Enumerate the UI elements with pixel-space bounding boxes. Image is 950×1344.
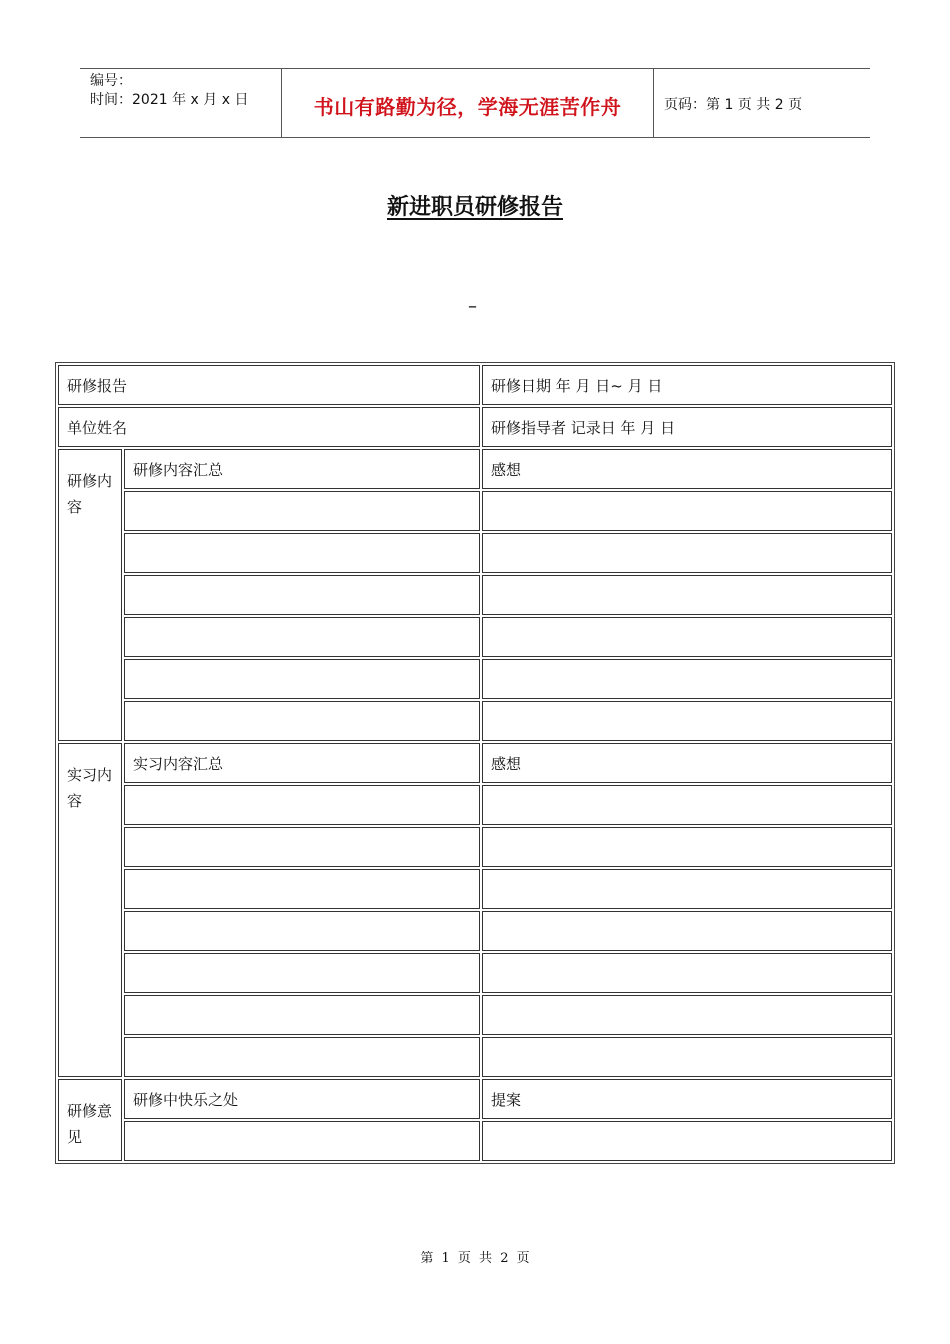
training-thoughts-field[interactable] xyxy=(482,617,892,657)
training-summary-field[interactable] xyxy=(124,701,480,741)
supervisor-cell[interactable]: 研修指导者 记录日 年 月 日 xyxy=(482,407,892,447)
page-footer: 第 1 页 共 2 页 xyxy=(420,1251,530,1266)
form-row-unit-name xyxy=(58,407,892,447)
internship-thoughts-field[interactable] xyxy=(482,827,892,867)
internship-thoughts-header: 感想 xyxy=(482,743,892,783)
training-summary-header: 研修内容汇总 xyxy=(124,449,480,489)
training-thoughts-field[interactable] xyxy=(482,659,892,699)
training-summary-field[interactable] xyxy=(124,617,480,657)
internship-summary-header: 实习内容汇总 xyxy=(124,743,480,783)
report-date-cell[interactable]: 研修日期 年 月 日~ 月 日 xyxy=(482,365,892,405)
table-row xyxy=(58,575,892,615)
table-row xyxy=(58,995,892,1035)
internship-thoughts-field[interactable] xyxy=(482,953,892,993)
document-title: 新进职员研修报告 xyxy=(386,195,563,220)
training-content-side-label: 研修内容 xyxy=(58,449,122,741)
report-form-table xyxy=(55,362,895,1164)
internship-header-row xyxy=(58,743,892,783)
table-row xyxy=(58,701,892,741)
training-thoughts-field[interactable] xyxy=(482,575,892,615)
table-row xyxy=(58,1121,892,1161)
internship-thoughts-field[interactable] xyxy=(482,995,892,1035)
internship-summary-field[interactable] xyxy=(124,995,480,1035)
table-row xyxy=(58,491,892,531)
internship-summary-field[interactable] xyxy=(124,869,480,909)
internship-summary-field[interactable] xyxy=(124,953,480,993)
happy-points-header: 研修中快乐之处 xyxy=(124,1079,480,1119)
table-row xyxy=(58,953,892,993)
training-thoughts-field[interactable] xyxy=(482,533,892,573)
training-summary-field[interactable] xyxy=(124,575,480,615)
title-dash: – xyxy=(468,296,477,317)
training-thoughts-field[interactable] xyxy=(482,701,892,741)
proposal-header: 提案 xyxy=(482,1079,892,1119)
table-row xyxy=(58,827,892,867)
internship-content-side-label: 实习内容 xyxy=(58,743,122,1077)
internship-summary-field[interactable] xyxy=(124,827,480,867)
internship-thoughts-field[interactable] xyxy=(482,869,892,909)
table-row xyxy=(58,911,892,951)
header-left xyxy=(80,69,282,137)
header-page-info: 页码：第 1 页 共 2 页 xyxy=(664,97,803,113)
table-row xyxy=(58,659,892,699)
internship-thoughts-field[interactable] xyxy=(482,1037,892,1077)
training-thoughts-header: 感想 xyxy=(482,449,892,489)
training-summary-field[interactable] xyxy=(124,533,480,573)
table-row xyxy=(58,869,892,909)
table-row xyxy=(58,1037,892,1077)
internship-thoughts-field[interactable] xyxy=(482,785,892,825)
table-row xyxy=(58,533,892,573)
internship-summary-field[interactable] xyxy=(124,1037,480,1077)
training-summary-field[interactable] xyxy=(124,491,480,531)
table-row xyxy=(58,785,892,825)
document-number-label: 编号： xyxy=(90,73,132,89)
training-header-row xyxy=(58,449,892,489)
document-date-label: 时间：2021 年 x 月 x 日 xyxy=(90,92,249,108)
form-row-report-date xyxy=(58,365,892,405)
happy-points-field[interactable] xyxy=(124,1121,480,1161)
training-opinion-side-label: 研修意见 xyxy=(58,1079,122,1161)
training-summary-field[interactable] xyxy=(124,659,480,699)
training-thoughts-field[interactable] xyxy=(482,491,892,531)
header-motto: 书山有路勤为径，学海无涯苦作舟 xyxy=(282,69,654,137)
table-row xyxy=(58,617,892,657)
page-header xyxy=(80,68,870,138)
internship-summary-field[interactable] xyxy=(124,911,480,951)
report-label-cell: 研修报告 xyxy=(58,365,480,405)
opinion-header-row xyxy=(58,1079,892,1119)
internship-thoughts-field[interactable] xyxy=(482,911,892,951)
proposal-field[interactable] xyxy=(482,1121,892,1161)
unit-name-cell[interactable]: 单位姓名 xyxy=(58,407,480,447)
internship-summary-field[interactable] xyxy=(124,785,480,825)
